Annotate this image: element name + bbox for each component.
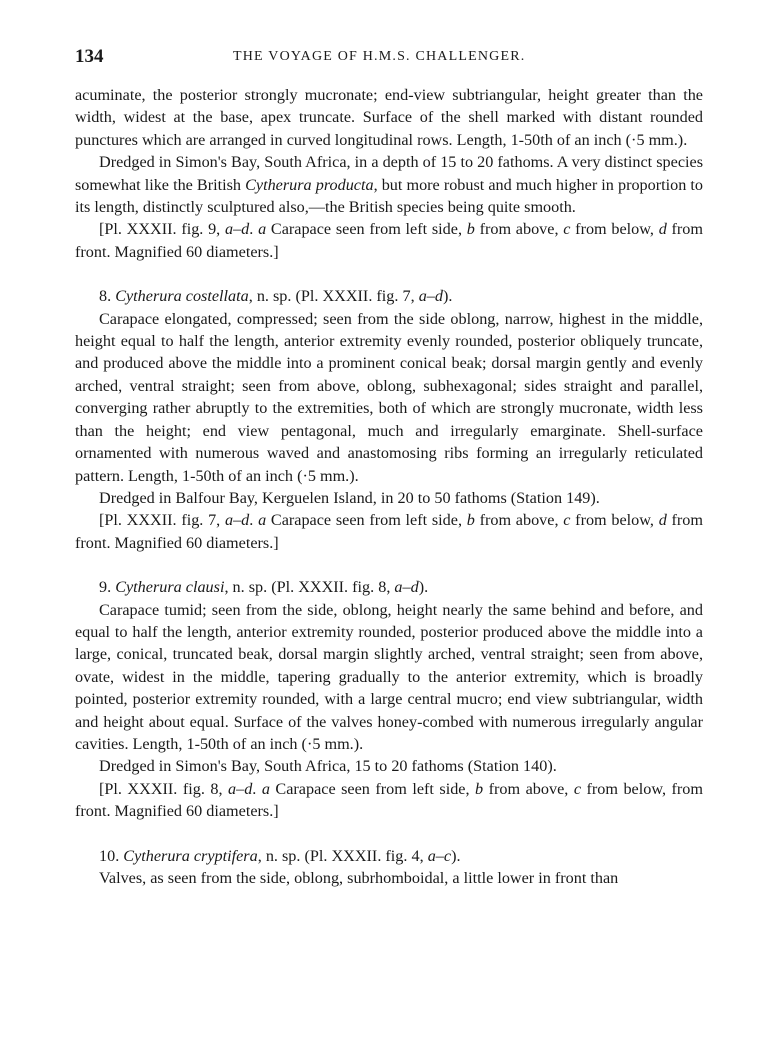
species-description: Valves, as seen from the side, oblong, subrhomboidal, a little lower in front than bbox=[99, 869, 619, 887]
plate-reference: [Pl. XXXII. fig. 9, a–d. a Carapace seen from left side, b from above, c from below, d from front. Magnified 60 diameters.] bbox=[75, 220, 703, 261]
species-locality: Dredged in Simon's Bay, South Africa, 15 to 20 fathoms (Station 140). bbox=[99, 757, 557, 776]
species-heading: 8. Cytherura costellata, n. sp. (Pl. XXXII. fig. 7, a–d). bbox=[99, 287, 453, 306]
species-locality: Dredged in Balfour Bay, Kerguelen Island, in 20 to 50 fathoms (Station 149). bbox=[99, 488, 600, 507]
running-title: THE VOYAGE OF H.M.S. CHALLENGER. bbox=[233, 49, 526, 64]
species-name: Cytherura costellata bbox=[115, 287, 249, 306]
page-number: 134 bbox=[75, 46, 104, 67]
section-spacer bbox=[75, 823, 703, 845]
species-heading: 10. Cytherura cryptifera, n. sp. (Pl. XXXII. fig. 4, a–c). bbox=[99, 846, 461, 865]
species-heading: 9. Cytherura clausi, n. sp. (Pl. XXXII. fig. 8, a–d). bbox=[99, 578, 429, 597]
plate-reference: [Pl. XXXII. fig. 7, a–d. a Carapace seen from left side, b from above, c from below, d from front. Magnified 60 diameters.] bbox=[75, 511, 703, 552]
section-spacer bbox=[75, 263, 703, 285]
paragraph-continuation: acuminate, the posterior strongly mucronate; end-view subtriangular, height greater than the width, widest at the base, apex truncate. Surface of the shell marked with distant rounded punctures which are arranged in curved longitudinal rows. Length, 1-50th of an inch (·5 mm.). bbox=[75, 86, 703, 149]
species-name: Cytherura clausi bbox=[115, 578, 225, 597]
page-body bbox=[75, 84, 703, 889]
paragraph-remarks: Dredged in Simon's Bay, South Africa, in a depth of 15 to 20 fathoms. A very distinct species somewhat like the British Cytherura producta, but more robust and much higher in proportion to its length, distinctly sculptured also,—the British species being quite smooth. bbox=[75, 153, 703, 217]
species-name: Cytherura cryptifera bbox=[123, 846, 258, 865]
species-description: Carapace tumid; seen from the side, oblong, height nearly the same behind and before, and equal to half the length, anterior extremity rounded, posterior produced above the middle into a large, conical, truncated beak, dorsal margin slightly arched, ventral straight; seen from above, ovate, widest in the middle, tapering gradually to the anterior extremity, which is broadly pointed, posterior extremity rounded, with a large central mucro; end view subtriangular, width and height about equal. Surface of the valves honey-combed with numerous irregularly angular cavities. Length, 1-50th of an inch (·5 mm.). bbox=[75, 600, 703, 753]
plate-reference: [Pl. XXXII. fig. 8, a–d. a Carapace seen from left side, b from above, c from below, from front. Magnified 60 diameters.] bbox=[75, 779, 703, 821]
page-header bbox=[75, 46, 701, 70]
section-spacer bbox=[75, 554, 703, 576]
species-description: Carapace elongated, compressed; seen from the side oblong, narrow, highest in the middle, height equal to half the length, anterior extremity evenly rounded, posterior obliquely truncate, and produced above the middle into a prominent conical beak; dorsal margin gently and evenly arched, ventral straight; seen from above, oblong, subhexagonal; sides straight and parallel, converging rather abruptly to the extremities, both of which are strongly mucronate, width less than the height; end view pentagonal, much and irregularly emarginate. Shell-surface ornamented with numerous waved and anastomosing ribs forming an irregularly reticulated pattern. Length, 1-50th of an inch (·5 mm.). bbox=[75, 309, 703, 485]
species-name-italic: Cytherura producta bbox=[245, 175, 374, 194]
